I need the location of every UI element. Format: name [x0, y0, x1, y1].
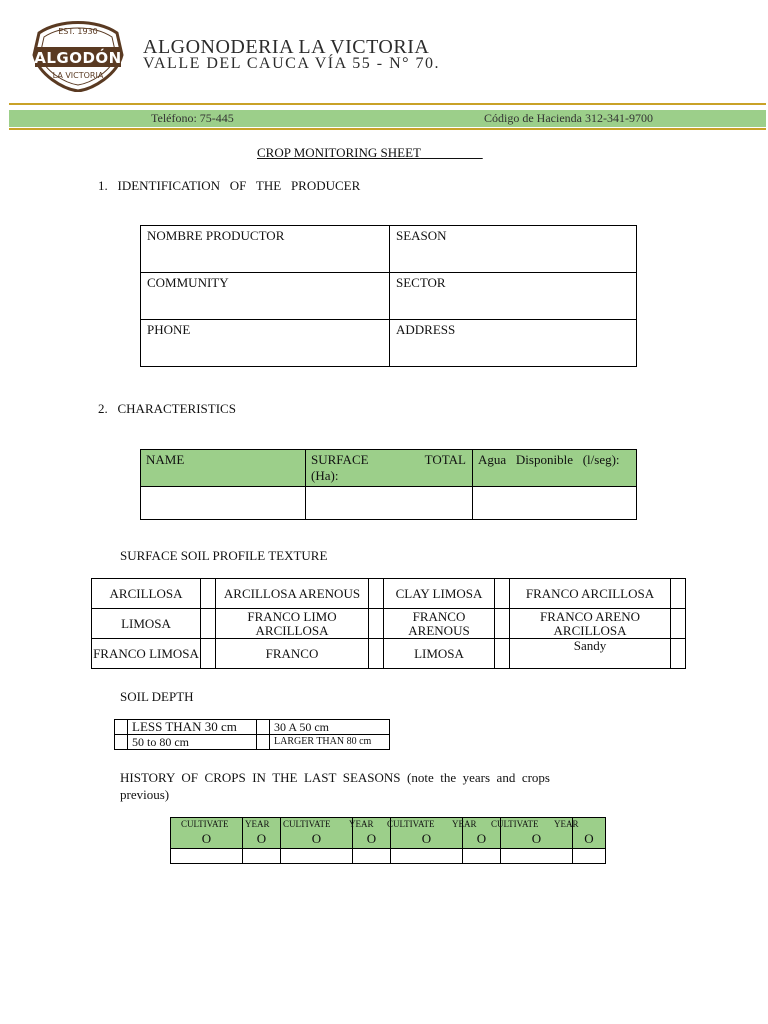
year-input-cell[interactable]	[463, 849, 501, 864]
characteristics-table	[140, 449, 637, 520]
mark: O	[256, 831, 267, 846]
texture-checkbox[interactable]	[495, 609, 510, 639]
texture-checkbox[interactable]	[201, 639, 216, 669]
year-input-cell[interactable]	[243, 849, 281, 864]
year-input-cell[interactable]	[353, 849, 391, 864]
depth-option: LESS THAN 30 cm	[128, 720, 257, 735]
soil-texture-heading: SURFACE SOIL PROFILE TEXTURE	[120, 548, 328, 563]
texture-checkbox[interactable]	[201, 579, 216, 609]
texture-checkbox[interactable]	[369, 609, 384, 639]
depth-option: 30 A 50 cm	[270, 720, 390, 735]
surface-unit-label: (Ha):	[311, 468, 339, 483]
cultivate-header: CULTIVATE O	[281, 818, 353, 849]
depth-option: 50 to 80 cm	[128, 735, 257, 750]
texture-checkbox[interactable]	[671, 639, 686, 669]
year-header: YEAR O	[463, 818, 501, 849]
page-title: CROP MONITORING SHEET	[257, 145, 421, 160]
surface-label: SURFACE	[311, 452, 369, 467]
sector-cell[interactable]: SECTOR	[390, 273, 637, 320]
depth-checkbox[interactable]	[115, 735, 128, 750]
year-header: YEAR O	[353, 818, 391, 849]
texture-option: FRANCO ARENO ARCILLOSA	[510, 609, 671, 639]
texture-option: FRANCO ARCILLOSA	[510, 579, 671, 609]
year-input-cell[interactable]	[573, 849, 606, 864]
mark: O	[584, 831, 594, 846]
phone-cell[interactable]: PHONE	[141, 320, 390, 367]
soil-depth-table	[114, 719, 390, 750]
depth-option: LARGER THAN 80 cm	[270, 735, 390, 750]
texture-option: FRANCO LIMOSA	[92, 639, 201, 669]
logo-main-text: ALGODÓN	[34, 49, 122, 67]
history-heading-line2: previous)	[120, 787, 170, 802]
texture-option: Sandy	[510, 639, 671, 669]
hacienda-code: Código de Hacienda 312-341-9700	[484, 111, 653, 125]
phone-text: Teléfono: 75-445	[151, 111, 234, 125]
section1-heading: 1. IDENTIFICATION OF THE PRODUCER	[98, 178, 361, 193]
history-heading-line1: HISTORY OF CROPS IN THE LAST SEASONS (note the years and crops	[120, 770, 550, 785]
soil-depth-heading: SOIL DEPTH	[120, 689, 194, 704]
cultivate-header: CULTIVATE O	[171, 818, 243, 849]
mark: O	[531, 831, 542, 846]
soil-texture-table	[91, 578, 686, 669]
season-cell[interactable]: SEASON	[390, 226, 637, 273]
texture-option: FRANCO LIMO ARCILLOSA	[216, 609, 369, 639]
texture-checkbox[interactable]	[369, 579, 384, 609]
texture-checkbox[interactable]	[495, 639, 510, 669]
depth-checkbox[interactable]	[257, 720, 270, 735]
water-input-cell[interactable]	[473, 487, 637, 520]
water-header: Agua Disponible (l/seg):	[473, 450, 637, 487]
cultivate-input-cell[interactable]	[171, 849, 243, 864]
texture-option: LIMOSA	[384, 639, 495, 669]
texture-checkbox[interactable]	[201, 609, 216, 639]
mark: O	[366, 831, 377, 846]
company-name: ALGONODERIA LA VICTORIA	[143, 36, 430, 58]
cultivate-input-cell[interactable]	[391, 849, 463, 864]
logo-bottom-text: LA VICTORIA	[52, 71, 104, 80]
cultivate-input-cell[interactable]	[281, 849, 353, 864]
crop-history-table	[170, 817, 606, 864]
year-header: YEAR O	[573, 818, 606, 849]
cultivate-input-cell[interactable]	[501, 849, 573, 864]
texture-option: LIMOSA	[92, 609, 201, 639]
address-cell[interactable]: ADDRESS	[390, 320, 637, 367]
company-address: VALLE DEL CAUCA VÍA 55 - N° 70.	[143, 55, 441, 72]
texture-option: CLAY LIMOSA	[384, 579, 495, 609]
surface-header	[306, 450, 473, 487]
texture-checkbox[interactable]	[671, 579, 686, 609]
texture-option: FRANCO	[216, 639, 369, 669]
company-logo	[29, 19, 127, 92]
texture-option: ARCILLOSA ARENOUS	[216, 579, 369, 609]
header-rule-bottom	[9, 128, 766, 130]
texture-checkbox[interactable]	[671, 609, 686, 639]
texture-checkbox[interactable]	[495, 579, 510, 609]
surface-input-cell[interactable]	[306, 487, 473, 520]
community-cell[interactable]: COMMUNITY	[141, 273, 390, 320]
name-header: NAME	[141, 450, 306, 487]
mark: O	[201, 831, 212, 846]
texture-checkbox[interactable]	[369, 639, 384, 669]
depth-checkbox[interactable]	[115, 720, 128, 735]
header-rule-top	[9, 103, 766, 105]
logo-top-text: EST. 1930	[58, 27, 98, 36]
year-header: YEAR O	[243, 818, 281, 849]
texture-option: FRANCO ARENOUS	[384, 609, 495, 639]
cultivate-header: CULTIVATE O	[391, 818, 463, 849]
texture-option: ARCILLOSA	[92, 579, 201, 609]
surface-total-label: TOTAL	[424, 452, 466, 467]
mark: O	[421, 831, 432, 846]
section2-heading: 2. CHARACTERISTICS	[98, 401, 236, 416]
cultivate-header: CULTIVATE O	[501, 818, 573, 849]
depth-checkbox[interactable]	[257, 735, 270, 750]
name-input-cell[interactable]	[141, 487, 306, 520]
mark: O	[311, 831, 322, 846]
producer-name-cell[interactable]: NOMBRE PRODUCTOR	[141, 226, 390, 273]
producer-table	[140, 225, 637, 367]
mark: O	[476, 831, 487, 846]
